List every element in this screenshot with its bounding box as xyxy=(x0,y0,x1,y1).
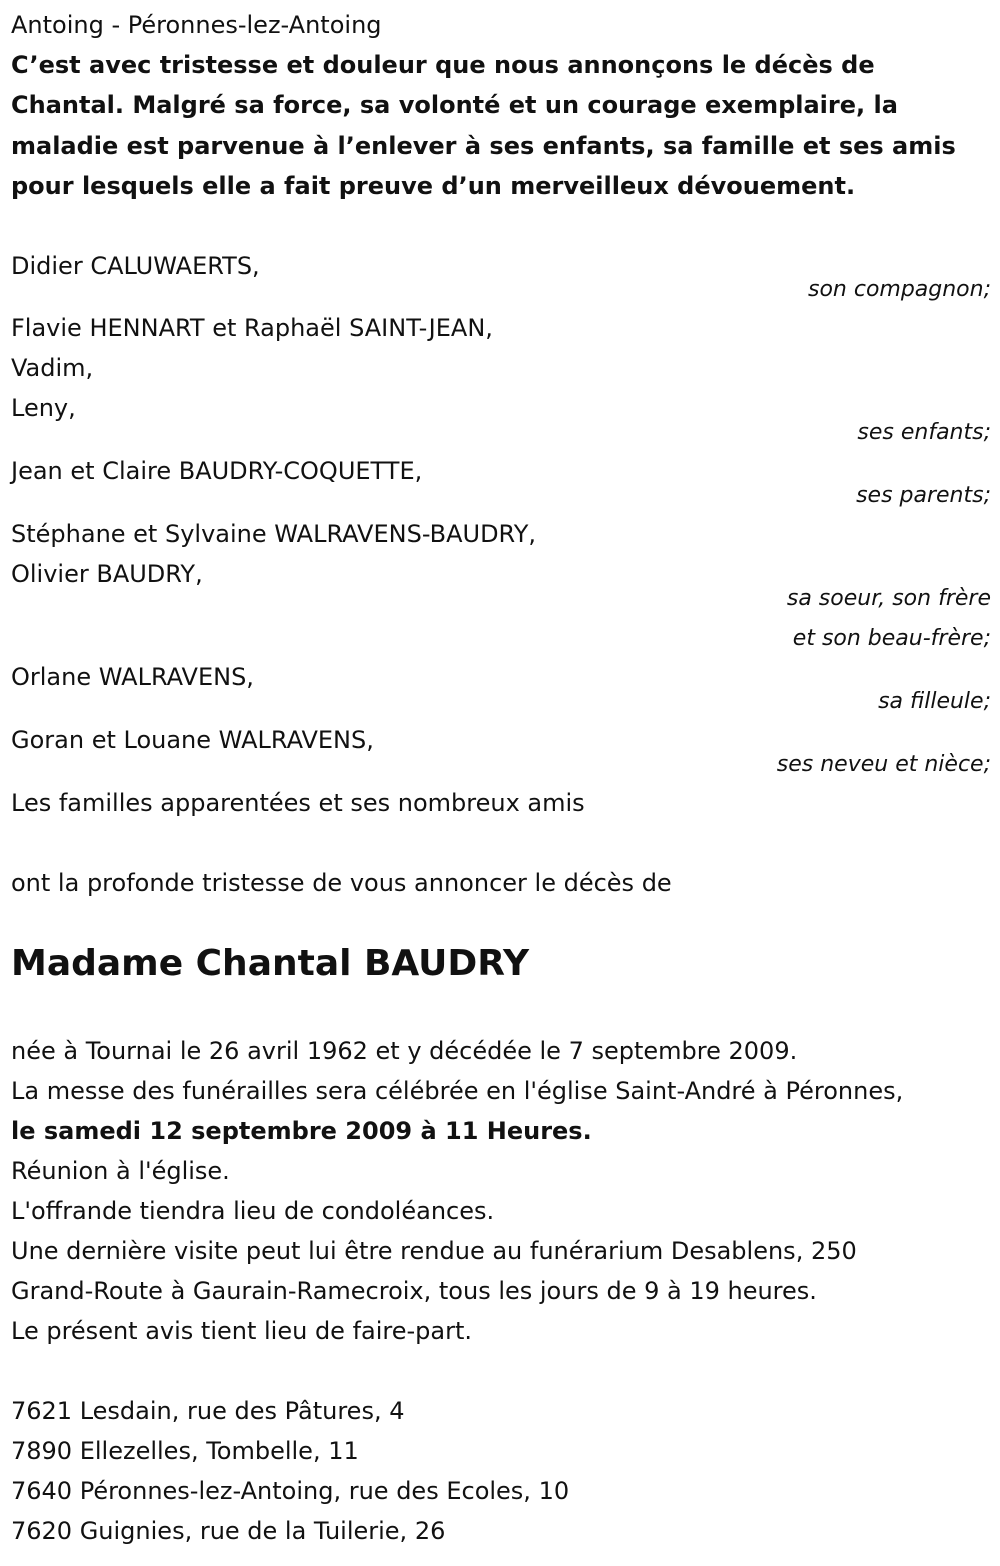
visit-line: Une dernière visite peut lui être rendue au funérarium Desablens, 250 xyxy=(11,1237,857,1265)
address-line: 7890 Ellezelles, Tombelle, 11 xyxy=(11,1437,359,1465)
deceased-name: Madame Chantal BAUDRY xyxy=(11,943,530,984)
intro-paragraph xyxy=(11,45,991,206)
address-line: 7640 Péronnes-lez-Antoing, rue des Ecoles, 10 xyxy=(11,1477,570,1505)
child-name: Leny, xyxy=(11,394,76,422)
siblings-role: sa soeur, son frère xyxy=(786,586,991,611)
goddaughter-name: Orlane WALRAVENS, xyxy=(11,663,254,691)
partner-name: Didier CALUWAERTS, xyxy=(11,252,260,280)
siblings-role: et son beau-frère; xyxy=(792,626,991,651)
goddaughter-role: sa filleule; xyxy=(878,689,991,714)
notice-line: Le présent avis tient lieu de faire-part. xyxy=(11,1317,473,1345)
nephews-name: Goran et Louane WALRAVENS, xyxy=(11,726,374,754)
offering-line: L'offrande tiendra lieu de condoléances. xyxy=(11,1197,495,1225)
mass-date: le samedi 12 septembre 2009 à 11 Heures. xyxy=(11,1117,592,1145)
partner-role: son compagnon; xyxy=(807,277,991,302)
children-role: ses enfants; xyxy=(857,420,991,445)
nephews-role: ses neveu et nièce; xyxy=(776,752,991,777)
parents-name: Jean et Claire BAUDRY-COQUETTE, xyxy=(11,457,423,485)
meeting-line: Réunion à l'église. xyxy=(11,1157,230,1185)
intro-line: pour lesquels elle a fait preuve d’un merveilleux dévouement. xyxy=(11,171,856,200)
address-line: 7620 Guignies, rue de la Tuilerie, 26 xyxy=(11,1517,446,1545)
birth-death-line: née à Tournai le 26 avril 1962 et y décédée le 7 septembre 2009. xyxy=(11,1037,798,1065)
intro-line: Chantal. Malgré sa force, sa volonté et un courage exemplaire, la xyxy=(11,91,898,120)
parents-role: ses parents; xyxy=(856,483,991,508)
visit-line: Grand-Route à Gaurain-Ramecroix, tous les jours de 9 à 19 heures. xyxy=(11,1277,817,1305)
announcement-text: ont la profonde tristesse de vous annoncer le décès de xyxy=(11,869,672,897)
extended-family: Les familles apparentées et ses nombreux amis xyxy=(11,789,585,817)
intro-line: maladie est parvenue à l’enlever à ses enfants, sa famille et ses amis xyxy=(11,131,956,160)
child-name: Flavie HENNART et Raphaël SAINT-JEAN, xyxy=(11,314,493,342)
intro-line: C’est avec tristesse et douleur que nous annonçons le décès de xyxy=(11,51,875,79)
sibling-name: Stéphane et Sylvaine WALRAVENS-BAUDRY, xyxy=(11,520,536,548)
location-header: Antoing - Péronnes-lez-Antoing xyxy=(11,11,382,39)
sibling-name: Olivier BAUDRY, xyxy=(11,560,203,588)
child-name: Vadim, xyxy=(11,354,94,382)
address-line: 7621 Lesdain, rue des Pâtures, 4 xyxy=(11,1397,405,1425)
mass-line: La messe des funérailles sera célébrée en l'église Saint-André à Péronnes, xyxy=(11,1077,904,1105)
